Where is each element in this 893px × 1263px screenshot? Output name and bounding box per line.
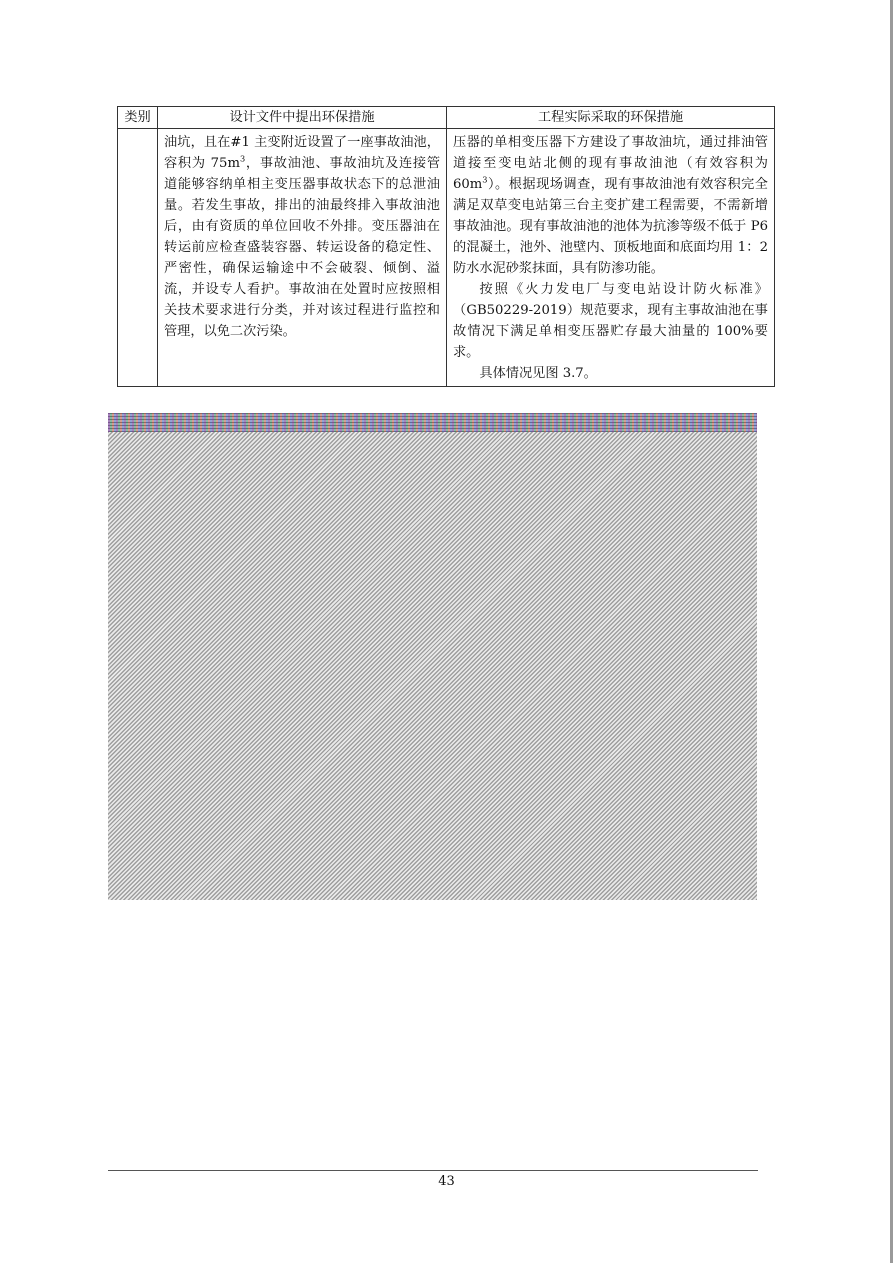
design-measures-cell [158, 129, 447, 387]
figure-noise-band [108, 413, 757, 432]
page-number: 43 [438, 1174, 455, 1189]
actual-measures-cell [447, 129, 775, 387]
design-measures-text [164, 132, 440, 342]
actual-measures-paragraph-1 [453, 132, 768, 279]
design-text-part-2: ，事故油池、事故油坑及连接管道能够容纳单相主变压器事故状态下的总泄油量。若发生事故，排出的油最终排入事故油池后，由有资质的单位回收不外排。变压器油在转运前应检查盛装容器、转运设备的稳定性、严密性，确保运输途中不会破裂、倾倒、溢流，并设专人看护。事故油在处置时应按照相关技术要求进行分类，并对该过程进行监控和管理，以免二次污染。 [164, 156, 441, 339]
header-category: 类别 [118, 107, 158, 129]
category-cell [118, 129, 158, 387]
header-actual-measures: 工程实际采取的环保措施 [447, 107, 775, 129]
table-row [118, 129, 775, 387]
actual-measures-paragraph-3: 具体情况见图 3.7。 [479, 366, 597, 381]
design-superscript: 3 [239, 153, 246, 164]
actual-text-part-1: 压器的单相变压器下方建设了事故油坑，通过排油管道接至变电站北侧的现有事故油池（有效容积为 60m [453, 135, 768, 192]
environmental-measures-table [117, 106, 775, 387]
actual-text-part-2: ）。根据现场调查，现有事故油池有效容积完全满足双草变电站第三台主变扩建工程需要，不需新增事故油池。现有事故油池的池体为抗渗等级不低于 P6 的混凝土，池外、池壁内、顶板地面和底面均用 1：2 防水水泥砂浆抹面，具有防渗功能。 [453, 177, 768, 276]
actual-measures-paragraph-2: 按照《火力发电厂与变电站设计防火标准》（GB50229-2019）规范要求，现有主事故油池在事故情况下满足单相变压器贮存最大油量的 100%要求。 [453, 282, 768, 360]
actual-superscript: 3 [482, 174, 488, 185]
footer-divider [108, 1170, 758, 1171]
design-text-part-1: 油坑，且在#1 主变附近设置了一座事故油池，容积为 75m [164, 135, 440, 171]
header-design-measures: 设计文件中提出环保措施 [158, 107, 447, 129]
figure-3-7-image [108, 413, 757, 900]
table-header-row [118, 107, 775, 129]
